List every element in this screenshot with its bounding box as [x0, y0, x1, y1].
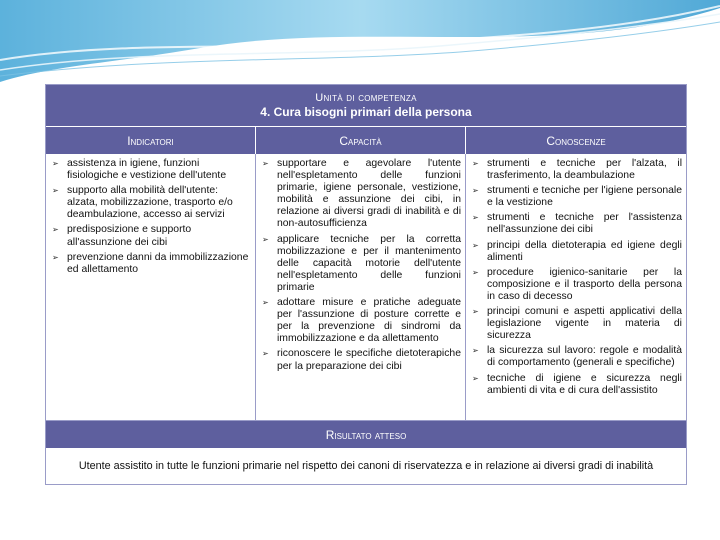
- content-row: [46, 154, 686, 421]
- capacita-column: [256, 154, 466, 420]
- unit-label: Unità di competenza: [315, 92, 417, 104]
- header-indicatori: Indicatori: [46, 127, 256, 154]
- indicatori-column: [46, 154, 256, 420]
- competence-table: [45, 84, 687, 485]
- list-item: ➢ assistenza in igiene, funzioni fisiologiche e vestizione dell'utente: [52, 158, 227, 182]
- arrow-bullet-icon: ➢: [262, 298, 269, 308]
- unit-title: 4. Cura bisogni primari della persona: [260, 105, 472, 119]
- arrow-bullet-icon: ➢: [472, 240, 479, 250]
- list-item: ➢ predisposizione e supporto all'assunzione dei cibi: [52, 224, 192, 248]
- list-item: ➢ principi comuni e aspetti applicativi della legislazione vigente in materia di sicurezza: [472, 306, 682, 342]
- result-text: Utente assistito in tutte le funzioni primarie nel rispetto dei canoni di riservatezza e in relazione ai diversi gradi di inabilità: [78, 460, 654, 472]
- list-item: ➢ applicare tecniche per la corretta mobilizzazione e per il mantenimento delle capacità motorie dell'utente nell'espletamento delle funzioni primarie: [262, 233, 461, 293]
- arrow-bullet-icon: ➢: [52, 225, 59, 235]
- arrow-bullet-icon: ➢: [472, 186, 479, 196]
- list-item: ➢ supportare e agevolare l'utente nell'espletamento delle funzioni primarie, igiene personale, vestizione, mobilità e assunzione dei cibi, in relazione ai diversi gradi di inabilità e di non-autosufficienza: [262, 158, 461, 230]
- result-header: Risultato atteso: [46, 421, 686, 448]
- capacita-list: [260, 158, 461, 373]
- conoscenze-list: [470, 158, 682, 397]
- list-item: ➢ strumenti e tecniche per l'alzata, il trasferimento, la deambulazione: [472, 158, 682, 182]
- wave-decoration: [0, 0, 720, 90]
- arrow-bullet-icon: ➢: [472, 373, 479, 383]
- list-item: ➢ tecniche di igiene e sicurezza negli ambienti di vita e di cura dell'assistito: [472, 372, 682, 396]
- arrow-bullet-icon: ➢: [472, 267, 479, 277]
- conoscenze-column: [466, 154, 686, 420]
- indicatori-list: [50, 158, 251, 276]
- arrow-bullet-icon: ➢: [52, 186, 59, 196]
- arrow-bullet-icon: ➢: [472, 213, 479, 223]
- list-item: ➢ strumenti e tecniche per l'assistenza nell'assunzione dei cibi: [472, 212, 682, 236]
- column-headers: [46, 127, 686, 154]
- list-item: ➢ prevenzione danni da immobilizzazione ed allettamento: [52, 251, 249, 275]
- arrow-bullet-icon: ➢: [262, 234, 269, 244]
- header-capacita: Capacità: [256, 127, 466, 154]
- arrow-bullet-icon: ➢: [262, 349, 269, 359]
- list-item: ➢ strumenti e tecniche per l'igiene personale e la vestizione: [472, 185, 682, 209]
- list-item: ➢ supporto alla mobilità dell'utente: alzata, mobilizzazione, trasporto e/o deambulazione, accesso ai servizi: [52, 185, 233, 221]
- arrow-bullet-icon: ➢: [262, 159, 269, 168]
- list-item: ➢ principi della dietoterapia ed igiene degli alimenti: [472, 239, 682, 263]
- list-item: ➢ adottare misure e pratiche adeguate per l'assunzione di posture corrette e per la prevenzione di sindromi da immobilizzazione e da allettamento: [262, 297, 461, 345]
- arrow-bullet-icon: ➢: [52, 252, 59, 262]
- arrow-bullet-icon: ➢: [472, 307, 479, 317]
- arrow-bullet-icon: ➢: [472, 159, 479, 168]
- list-item: ➢ procedure igienico-sanitarie per la composizione e il trasporto della persona in caso di decesso: [472, 266, 682, 302]
- list-item: ➢ riconoscere le specifiche dietoterapiche per la preparazione dei cibi: [262, 348, 461, 372]
- arrow-bullet-icon: ➢: [472, 346, 479, 356]
- header-conoscenze: Conoscenze: [466, 127, 686, 154]
- arrow-bullet-icon: ➢: [52, 159, 59, 168]
- unit-header: [46, 85, 686, 127]
- list-item: ➢ la sicurezza sul lavoro: regole e modalità di comportamento (generali e specifiche): [472, 345, 682, 369]
